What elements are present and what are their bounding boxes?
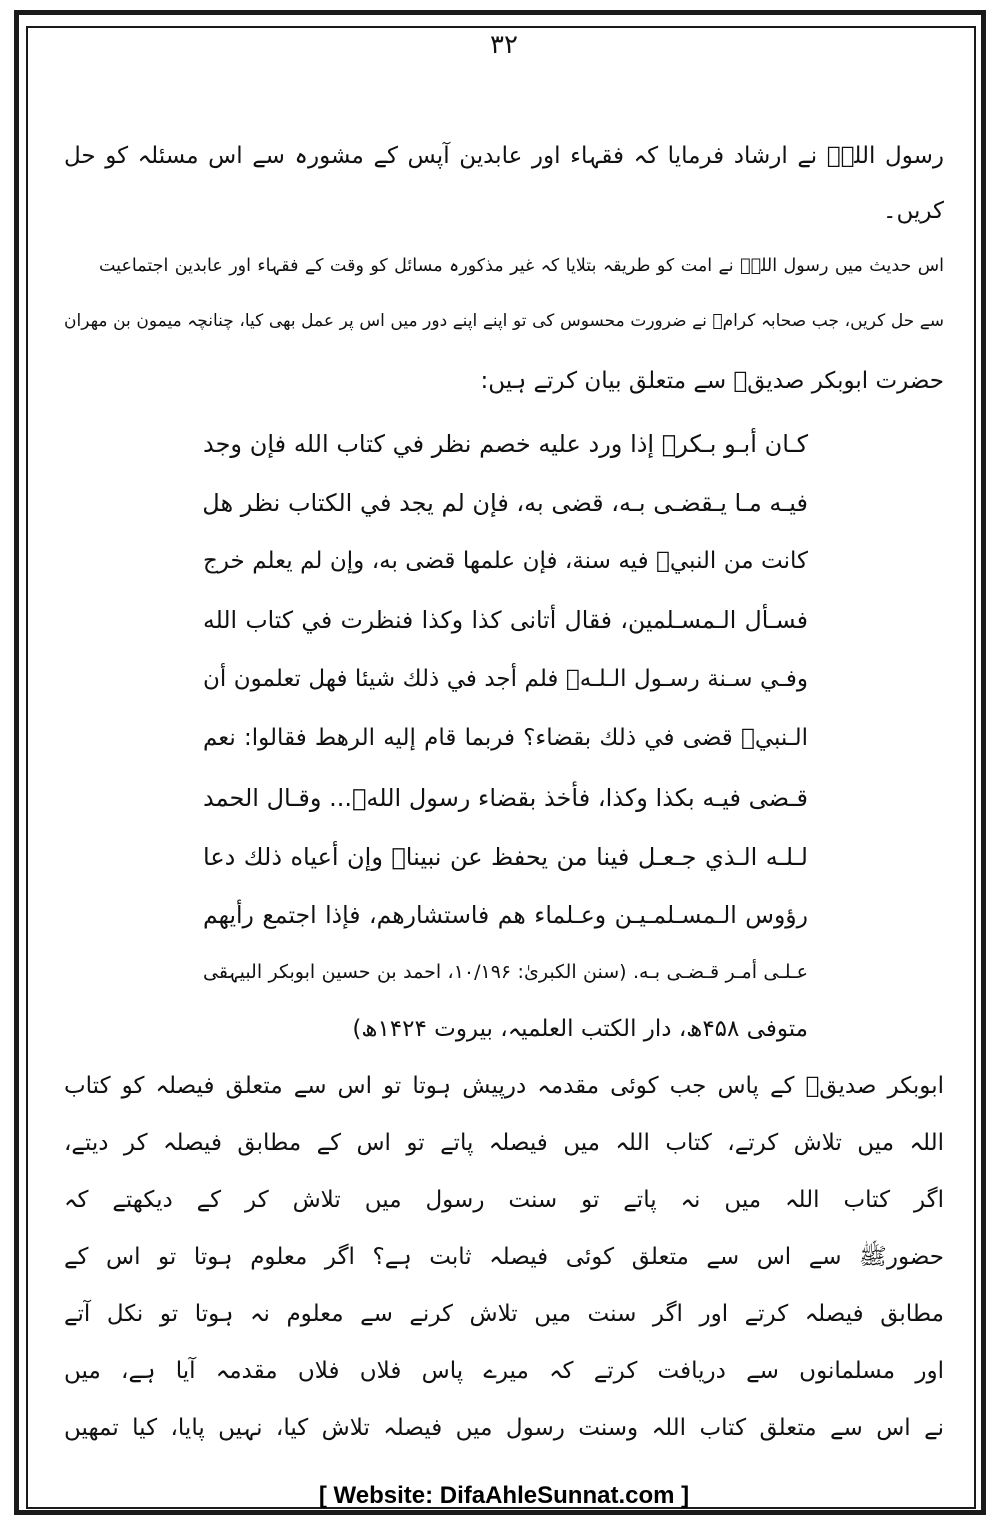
arabic-quote-line-2: فيـه مـا يـقضـى بـه، قضى به، فإن لم يجد في الكتاب نظر هل xyxy=(202,489,808,517)
website-footer: [ Website: DifaAhleSunnat.com ] xyxy=(318,1482,690,1509)
paragraph-2-line-1: اس حدیث میں رسول اللہؐ نے امت کو طریقہ بتلایا کہ غیر مذکورہ مسائل کو وقت کے فقہاء اور عابدین اجتماعیت xyxy=(99,256,944,276)
paragraph-3-line-1: ابوبکر صدیقؓ کے پاس جب کوئی مقدمہ درپیش ہوتا تو اس سے متعلق فیصلہ کو کتاب xyxy=(64,1073,944,1099)
arabic-quote-line-4: فسـأل الـمسـلمين، فقال أتانى كذا وكذا فنظرت في كتاب الله xyxy=(203,606,808,634)
paragraph-3-line-2: اللہ میں تلاش کرتے، کتاب اللہ میں فیصلہ پاتے تو اس کے مطابق فیصلہ کر دیتے، xyxy=(64,1130,944,1156)
page-border-inner xyxy=(26,26,976,1509)
reference-line: متوفی ۴۵۸ھ، دار الکتب العلمیہ، بیروت ۱۴۲۴ھ) xyxy=(352,1016,808,1042)
arabic-quote-line-10: عـلـى أمـر قـضـى بـه. (سنن الکبریٰ: ۱۰/۱۹۶، احمد بن حسین ابوبکر البیہقی xyxy=(203,961,809,983)
arabic-quote-line-6: الـنبيؐ قضى في ذلك بقضاء؟ فربما قام إليه الرهط فقالوا: نعم xyxy=(203,725,808,751)
paragraph-3-line-6: اور مسلمانوں سے دریافت کرتے کہ میرے پاس فلاں فلاں مقدمہ آیا ہے، میں xyxy=(64,1358,944,1384)
paragraph-2-line-2: سے حل کریں، جب صحابہ کرامؓ نے ضرورت محسوس کی تو اپنے اپنے دور میں اس پر عمل بھی کیا، چنانچہ میمون بن مھران xyxy=(64,311,944,331)
paragraph-3-line-4: حضورﷺ سے اس سے متعلق کوئی فیصلہ ثابت ہے؟ اگر معلوم ہوتا تو اس کے xyxy=(64,1244,944,1270)
arabic-quote-line-5: وفـي سـنة رسـول الـلـهؐ فلم أجد في ذلك شيئا فهل تعلمون أن xyxy=(203,666,808,692)
paragraph-2-line-3: حضرت ابوبکر صدیقؓ سے متعلق بیان کرتے ہیں: xyxy=(480,368,944,394)
paragraph-3-line-5: مطابق فیصلہ کرتے اور اگر سنت میں تلاش کرنے سے معلوم نہ ہوتا تو نکل آتے xyxy=(64,1301,944,1327)
arabic-quote-line-8: لـلـه الـذي جـعـل فينا من يحفظ عن نبيناؐ وإن أعياه ذلك دعا xyxy=(203,843,808,871)
arabic-quote-line-3: كانت من النبيؐ فيه سنة، فإن علمها قضى به، وإن لم يعلم خرج xyxy=(203,548,808,574)
page-number: ۳۲ xyxy=(490,30,518,60)
paragraph-3-line-3: اگر کتاب اللہ میں نہ پاتے تو سنت رسول میں تلاش کر کے دیکھتے کہ xyxy=(64,1187,944,1213)
arabic-quote-line-7: قـضى فيـه بكذا وكذا، فأخذ بقضاء رسول اللهؐ... وقـال الحمد xyxy=(203,784,808,812)
paragraph-1-line-1: رسول اللہؐ نے ارشاد فرمایا کہ فقہاء اور عابدین آپس کے مشورہ سے اس مسئلہ کو حل xyxy=(64,143,944,169)
paragraph-3-line-7: نے اس سے متعلق کتاب اللہ وسنت رسول میں فیصلہ تلاش کیا، نہیں پایا، کیا تمھیں xyxy=(64,1415,944,1441)
arabic-quote-line-1: كـان أبـو بـكرؓ إذا ورد عليه خصم نظر في كتاب الله فإن وجد xyxy=(203,430,808,458)
paragraph-1-line-2: کریں۔ xyxy=(882,198,944,224)
arabic-quote-line-9: رؤوس الـمسـلمـيـن وعـلماء هم فاستشارهم، فإذا اجتمع رأيهم xyxy=(203,901,808,929)
